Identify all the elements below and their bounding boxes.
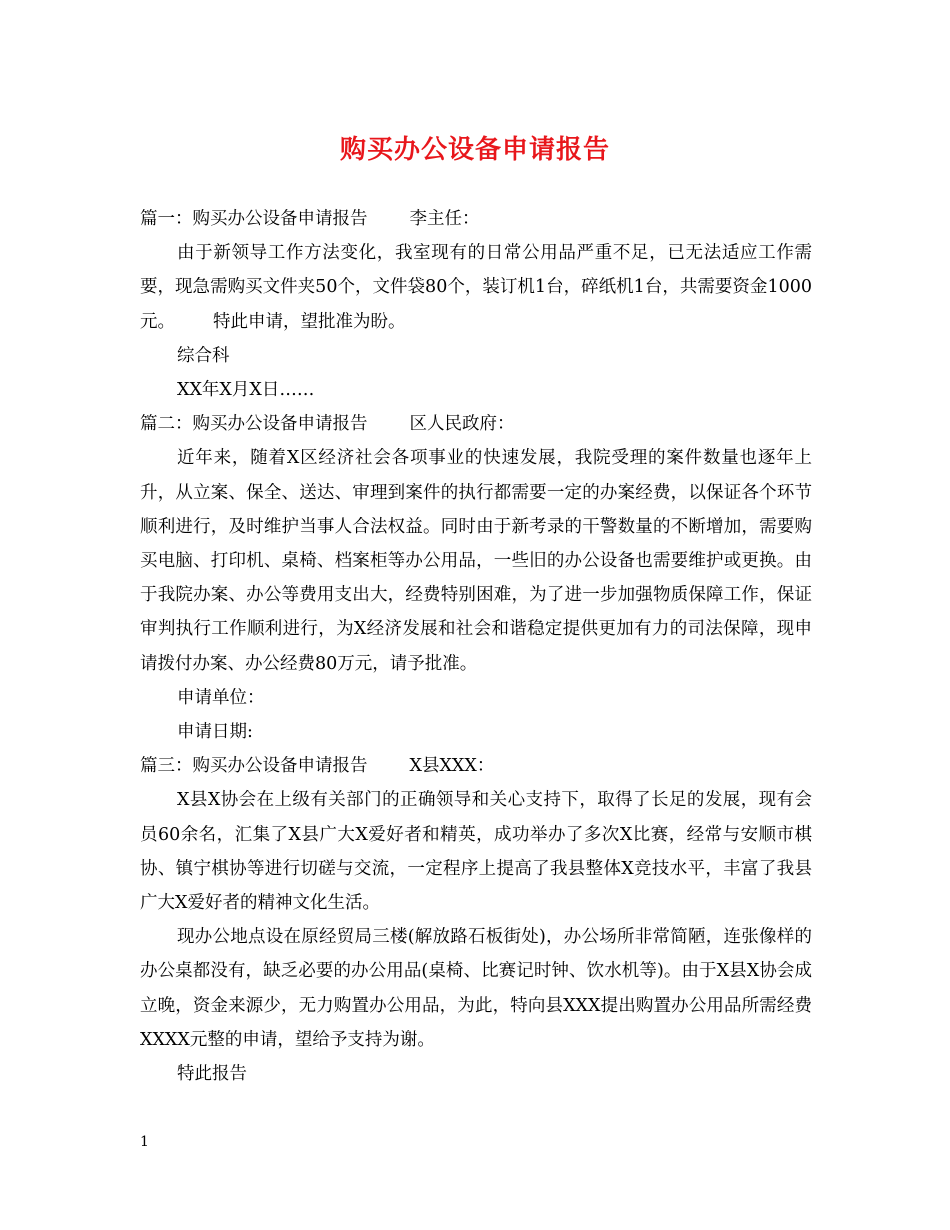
section-heading — [140, 202, 812, 236]
section-title: 篇二：购买办公设备申请报告 — [140, 414, 368, 435]
addressee: 区人民政府： — [409, 414, 515, 435]
document-body — [140, 202, 812, 1091]
body-paragraph: 近年来，随着X区经济社会各项事业的快速发展，我院受理的案件数量也逐年上升，从立案、保全、送达、审理到案件的执行都需要一定的办案经费，以保证各个环节顺利进行，及时维护当事人合法权益。同时由于新考录的干警数量的不断增加，需要购买电脑、打印机、桌椅、档案柜等办公用品，一些旧的办公设备也需要维护或更换。由于我院办案、办公等费用支出大，经费特别困难，为了进一步加强物质保障工作，保证审判执行工作顺利进行，为X经济发展和社会和谐稳定提供更加有力的司法保障，现申请拨付办案、办公经费80万元，请予批准。 — [140, 448, 812, 674]
section-heading — [140, 749, 812, 783]
body-paragraph — [140, 236, 812, 339]
apply-date-line: 申请日期: — [177, 722, 253, 743]
page-number: 1 — [140, 1134, 149, 1150]
paragraph-text: 由于新领导工作方法变化，我室现有的日常公用品严重不足，已无法适应工作需要，现急需购买文件夹50个，文件袋80个，装订机1台，碎纸机1台，共需要资金1000元。 — [140, 243, 812, 332]
section-title: 篇一：购买办公设备申请报告 — [140, 209, 368, 229]
document-title: 购买办公设备申请报告 — [339, 135, 610, 165]
section-title: 篇三：购买办公设备申请报告 — [140, 756, 368, 777]
addressee: 李主任： — [409, 209, 480, 229]
signature: 综合科 — [177, 345, 230, 366]
body-paragraph: X县X协会在上级有关部门的正确领导和关心支持下，取得了长足的发展，现有会员60余名，汇集了X县广大X爱好者和精英，成功举办了多次X比赛，经常与安顺市棋协、镇宁棋协等进行切磋与交流，一定程序上提高了我县整体X竞技水平，丰富了我县广大X爱好者的精神文化生活。 — [140, 790, 812, 914]
section-heading — [140, 407, 812, 441]
closing-line: 特此报告 — [177, 1064, 247, 1085]
body-paragraph: 现办公地点设在原经贸局三楼(解放路石板街处)，办公场所非常简陋，连张像样的办公桌都没有，缺乏必要的办公用品(桌椅、比赛记时钟、饮水机等)。由于X县X协会成立晚，资金来源少，无力购置办公用品，为此，特向县XXX提出购置办公用品所需经费XXXX元整的申请，望给予支持为谢。 — [140, 927, 812, 1050]
date-line: XX年X月X日…… — [177, 380, 315, 401]
addressee: X县XXX： — [409, 756, 495, 777]
applicant-line: 申请单位： — [177, 687, 265, 708]
paragraph-text: 特此申请，望批准为盼。 — [213, 311, 406, 332]
